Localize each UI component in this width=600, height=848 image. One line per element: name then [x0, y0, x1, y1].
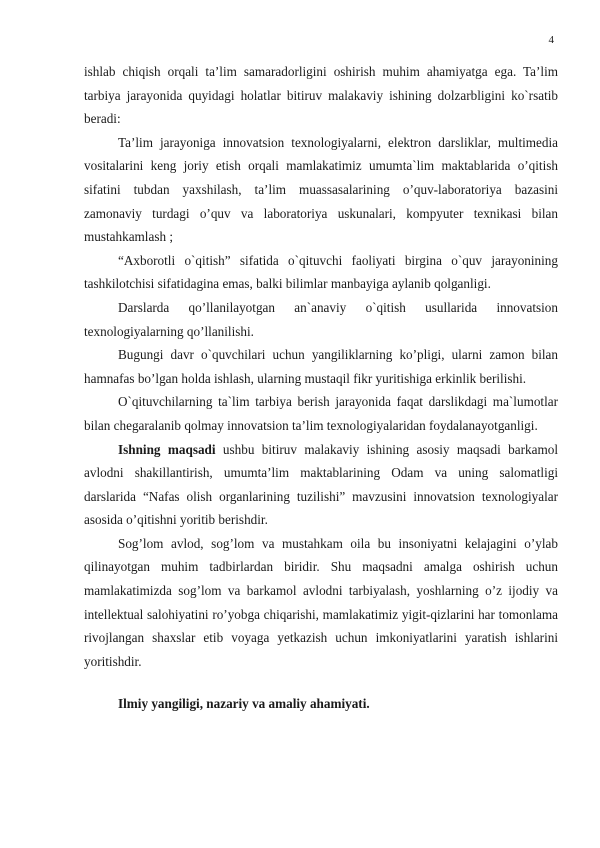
work-goal-text: ushbu bitiruv malakaviy ishining asosiy maqsadi barkamol avlodni shakillantirish, umumta’lim maktablarining Odam va uning salomatligi darslarida “Nafas olish organlarining tuzilishi” mavzusini innovatsion texnologiyalar asosida o’qitishni yoritib berishdir. [84, 441, 558, 528]
paragraph-traditional-methods: Darslarda qo’llanilayotgan an`anaviy o`qitish usullarida innovatsion texnologiyalarning qo’llanilishi. [84, 299, 558, 339]
page-number: 4 [548, 34, 554, 46]
paragraph-intro-continuation: ishlab chiqish orqali ta’lim samaradorligini oshirish muhim ahamiyatga ega. Ta’lim tarbiya jarayonida quyidagi holatlar bitiruv malakaviy ishining dolzarbligini ko`rsatib beradi: [84, 64, 558, 127]
paragraph-innovative-technologies: Ta’lim jarayoniga innovatsion texnologiyalarni, elektron darsliklar, multimedia vositalarini keng joriy etish orqali mamlakatimiz umumta`lim maktablarida o’qitish sifatini tubdan yaxshilash, ta’lim muassasalarining o’quv-laboratoriya bazasini zamonaviy turdagi o’quv va laboratoriya uskunalari, kompyuter texnikasi bilan mustahkamlash ; [84, 134, 558, 245]
section-heading: Ilmiy yangiligi, nazariy va amaliy ahamiyati. [118, 696, 370, 712]
paragraph-healthy-generation: Sog’lom avlod, sog’lom va mustahkam oila bu insoniyatni kelajagini o’ylab qilinayotgan muhim tadbirlardan biridir. Shu maqsadni amalga oshirish uchun mamlakatimizda sog’lom va barkamol avlodni tarbiyalash, yoshlarning o’z ijodiy va intellektual salohiyatini ro’yobga chiqarishi, mamlakatimiz yigit-qizlarini har tomonlama rivojlangan shaxslar etib voyaga yetkazish uchun imkoniyatlarini yaratish ishlarini yoritishdir. [84, 535, 558, 669]
paragraph-teachers-usage: O`qituvchilarning ta`lim tarbiya berish jarayonida faqat darslikdagi ma`lumotlar bilan chegaralanib qolmay innovatsion ta’lim texnologiyalaridan foydalanayotganligi. [84, 394, 558, 433]
work-goal-label: Ishning maqsadi [118, 441, 216, 457]
page-body [84, 60, 558, 716]
paragraph-informative-teaching: “Axborotli o`qitish” sifatida o`qituvchi faoliyati birgina o`quv jarayonining tashkilotchisi sifatidagina emas, balki bilimlar manbayiga aylanib qolganligi. [84, 252, 558, 292]
paragraph-work-goal [84, 438, 558, 532]
paragraph-modern-students: Bugungi davr o`quvchilari uchun yangiliklarning ko’pligi, ularni zamon bilan hamnafas bo’lgan holda ishlash, ularning mustaqil fikr yuritishiga erkinlik berilishi. [84, 347, 558, 386]
